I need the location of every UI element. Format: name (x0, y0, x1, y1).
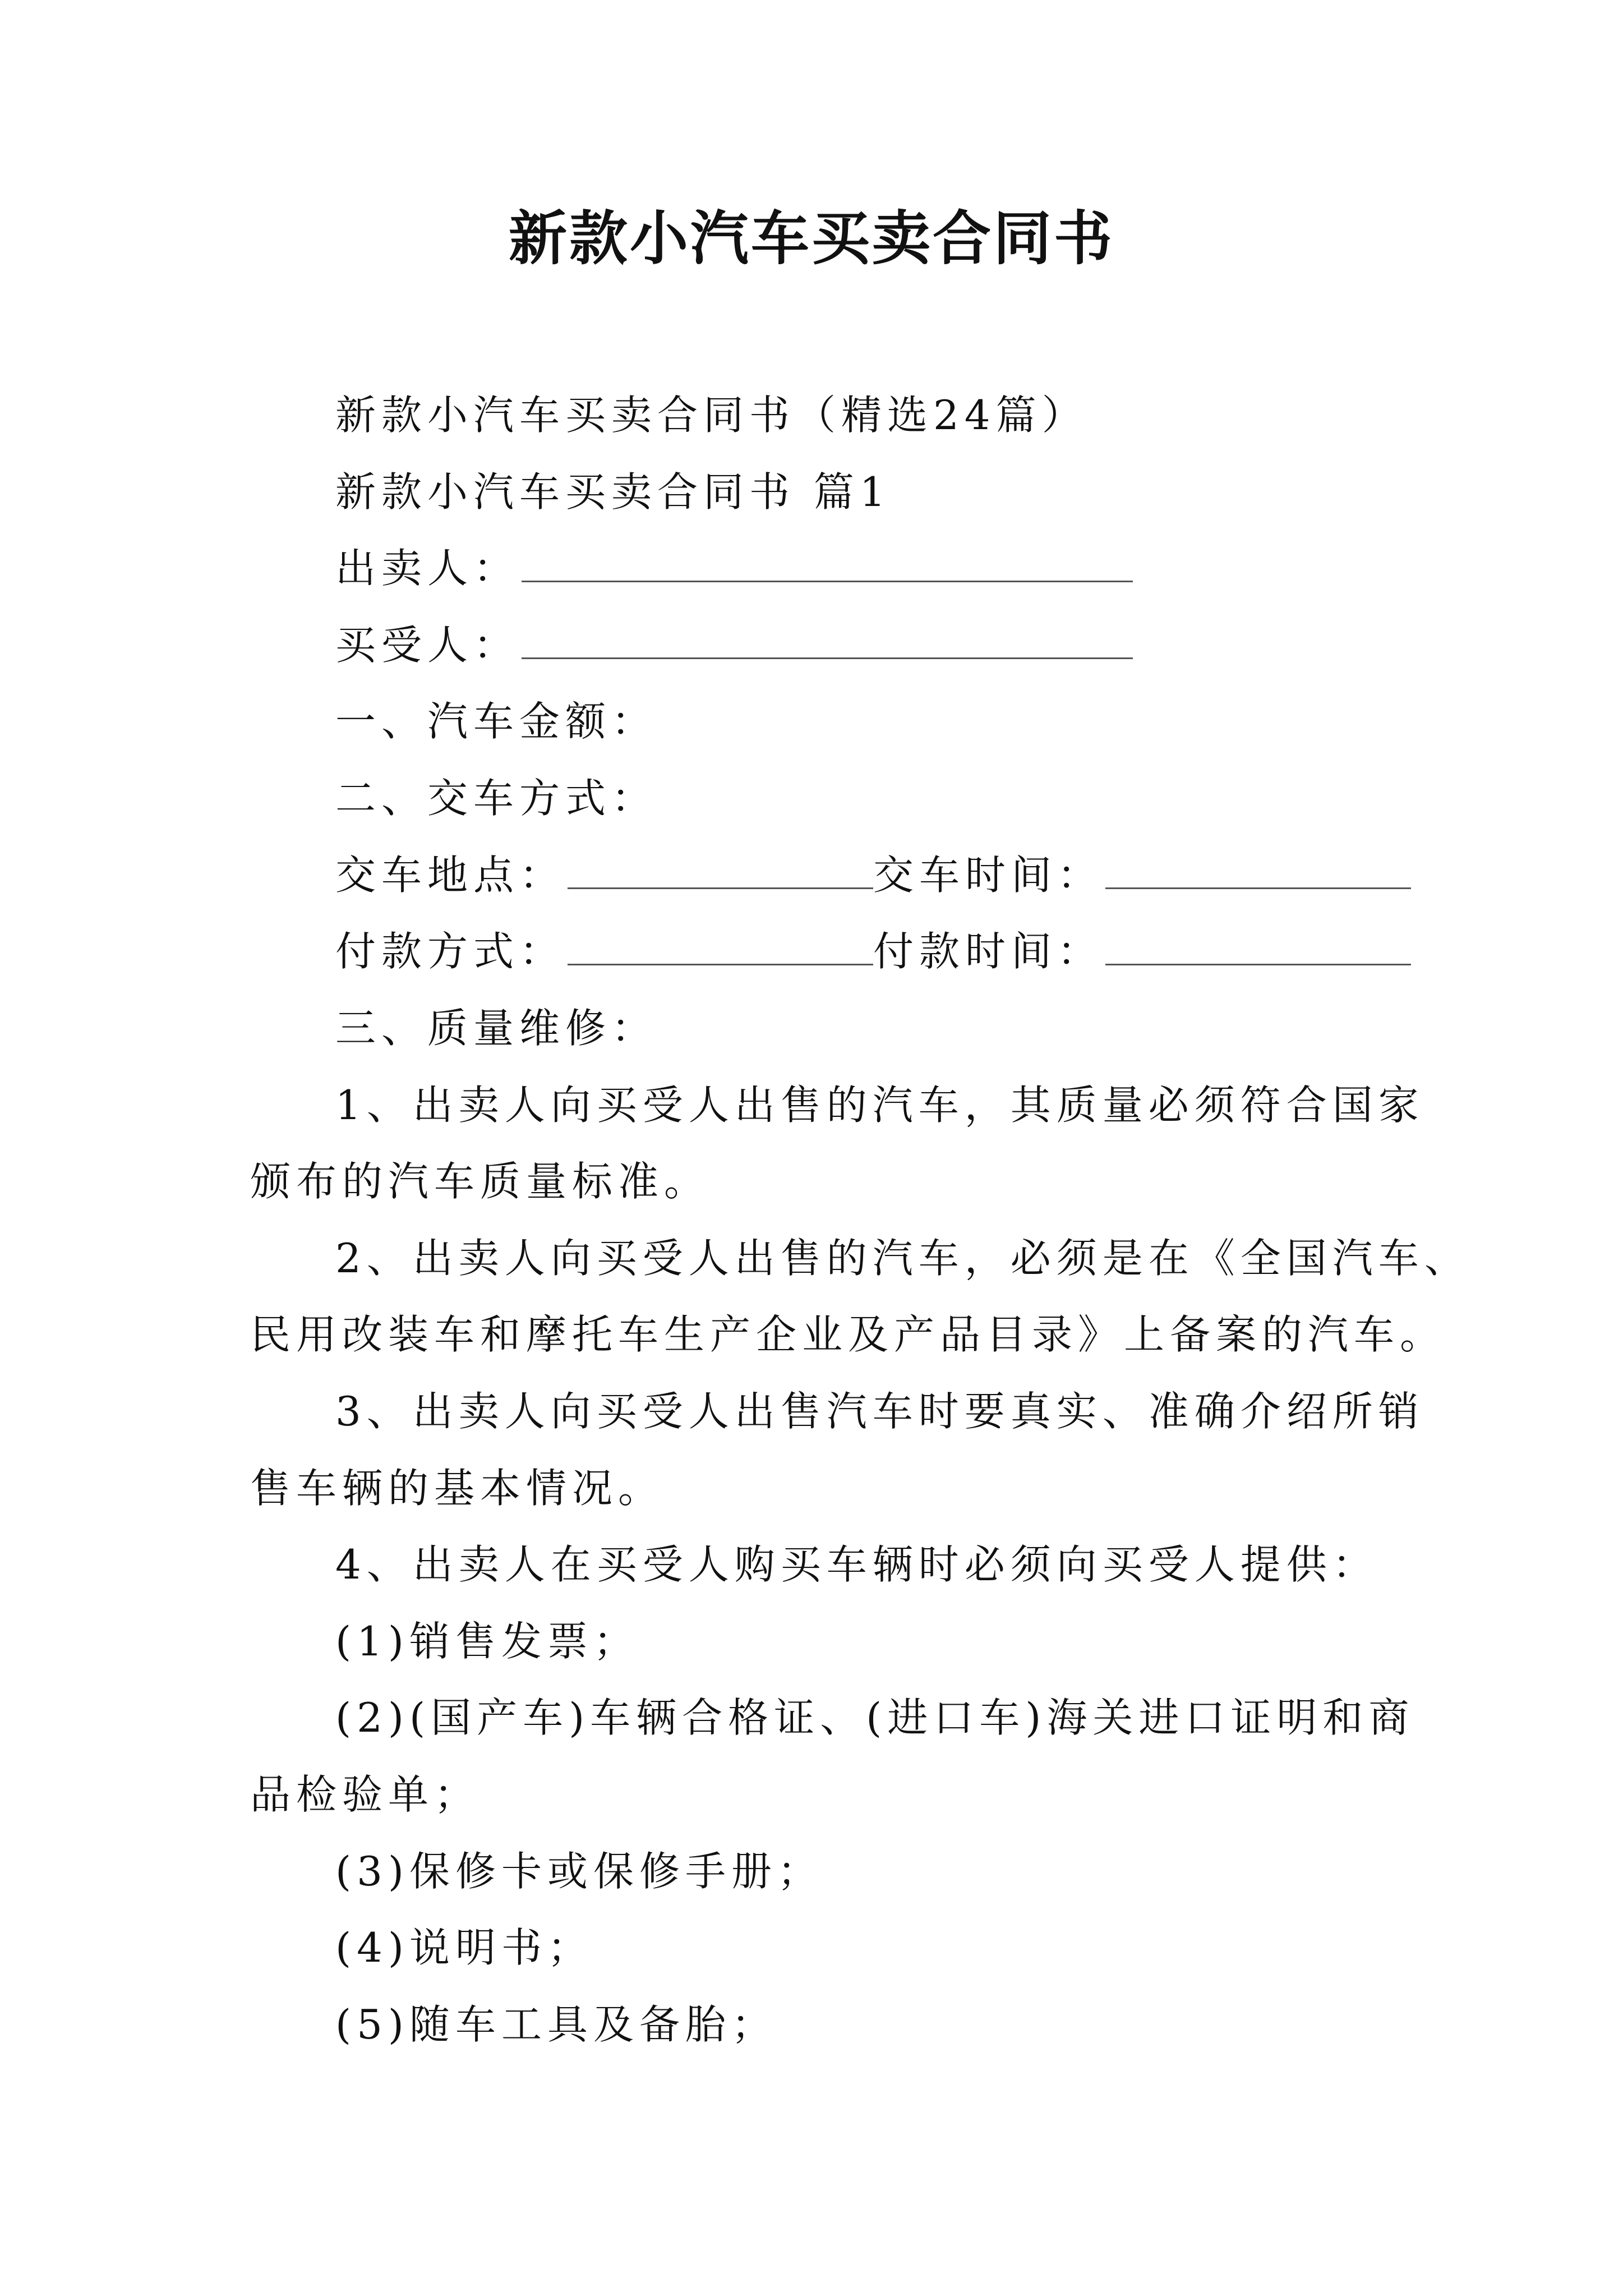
delivery-place-label: 交车地点： (335, 852, 566, 899)
delivery-place-blank (568, 849, 873, 889)
buyer-blank (522, 619, 1133, 659)
section-heading: 新款小汽车买卖合同书 篇1 (335, 468, 891, 516)
clause-amount: 一、汽车金额： (335, 698, 658, 745)
paragraph-3-line-2: 售车辆的基本情况。 (250, 1465, 665, 1512)
payment-time-label: 付款时间： (873, 928, 1104, 975)
list-item-3: (3)保修卡或保修手册； (335, 1848, 823, 1895)
buyer-label: 买受人： (335, 622, 520, 669)
payment-time-blank (1105, 926, 1411, 965)
document-title: 新款小汽车买卖合同书 (508, 204, 1114, 273)
list-item-2-line-1: (2)(国产车)车辆合格证、(进口车)海关进口证明和商 (335, 1694, 1415, 1741)
payment-method-label: 付款方式： (335, 928, 566, 975)
list-item-4: (4)说明书； (335, 1924, 593, 1971)
list-item-1: (1)销售发票； (335, 1618, 639, 1665)
paragraph-1-line-2: 颁布的汽车质量标准。 (250, 1158, 711, 1205)
paragraph-2-line-1: 2、出卖人向买受人出售的汽车，必须是在《全国汽车、 (335, 1235, 1470, 1282)
clause-quality: 三、质量维修： (335, 1005, 658, 1052)
payment-line (335, 923, 1411, 979)
seller-label: 出卖人： (335, 545, 520, 592)
payment-method-blank (568, 926, 873, 965)
delivery-line (335, 847, 1411, 903)
list-item-2-line-2: 品检验单； (250, 1771, 481, 1818)
clause-delivery: 二、交车方式： (335, 775, 658, 822)
list-item-5: (5)随车工具及备胎； (335, 2001, 777, 2048)
seller-blank (522, 542, 1133, 582)
paragraph-3-line-1: 3、出卖人向买受人出售汽车时要真实、准确介绍所销 (335, 1388, 1424, 1435)
seller-line (335, 540, 1133, 596)
delivery-time-blank (1105, 849, 1411, 889)
subtitle-line: 新款小汽车买卖合同书（精选24篇） (335, 392, 1088, 439)
paragraph-1-line-1: 1、出卖人向买受人出售的汽车，其质量必须符合国家 (335, 1082, 1424, 1129)
delivery-time-label: 交车时间： (873, 852, 1104, 899)
paragraph-4: 4、出卖人在买受人购买车辆时必须向买受人提供： (335, 1541, 1378, 1588)
buyer-line (335, 617, 1133, 673)
paragraph-2-line-2: 民用改装车和摩托车生产企业及产品目录》上备案的汽车。 (250, 1311, 1446, 1358)
